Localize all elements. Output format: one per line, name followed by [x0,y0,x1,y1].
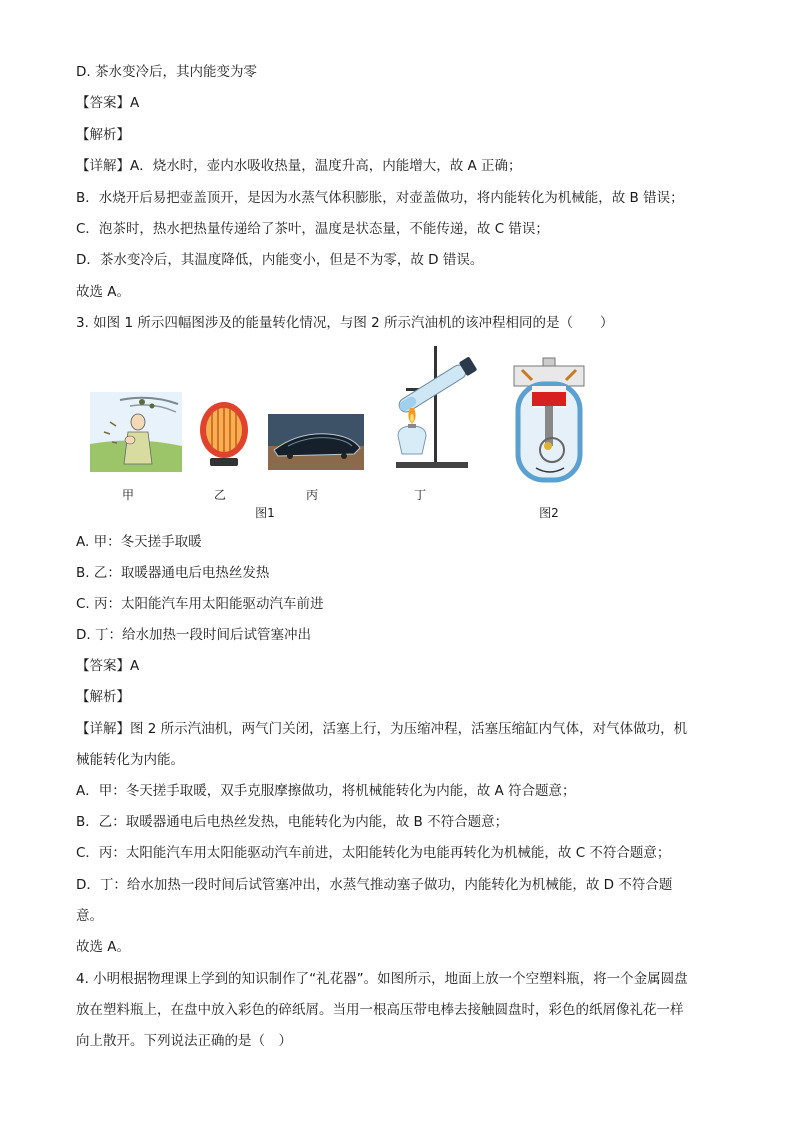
q3-conclusion: 故选 A。 [76,939,131,955]
q3-detail-d1: D．丁：给水加热一段时间后试管塞冲出，水蒸气推动塞子做功，内能转化为机械能，故 D 不符合题 [76,877,673,893]
figure-label-yi: 乙 [213,488,226,502]
figure-2-engine-compression [506,356,592,488]
q3-option-d: D. 丁：给水加热一段时间后试管塞冲出 [76,627,311,643]
q2-answer: 【答案】A [76,95,140,111]
q2-analysis-label: 【解析】 [76,127,130,143]
q2-option-d: D. 茶水变冷后，其内能变为零 [76,64,257,80]
q3-detail-b: B．乙：取暖器通电后电热丝发热，电能转化为内能，故 B 不符合题意； [76,814,509,830]
q3-option-b: B. 乙：取暖器通电后电热丝发热 [76,565,270,581]
q2-detail-a: 【详解】A．烧水时，壶内水吸收热量，温度升高，内能增大，故 A 正确； [76,158,522,174]
q3-analysis-label: 【解析】 [76,689,130,705]
q3-option-c: C. 丙：太阳能汽车用太阳能驱动汽车前进 [76,596,324,612]
figure-1-caption: 图1 [255,506,275,520]
figure-label-ding: 丁 [413,488,426,502]
figure-ding-test-tube [376,344,496,472]
q2-detail-c: C．泡茶时，热水把热量传递给了茶叶，温度是状态量，不能传递，故 C 错误； [76,221,549,237]
q4-stem-2: 放在塑料瓶上，在盘中放入彩色的碎纸屑。当用一根高压带电棒去接触圆盘时，彩色的纸屑像礼花一样 [76,1002,684,1018]
q3-answer: 【答案】A [76,658,140,674]
q3-figures [80,344,720,524]
q4-stem-1: 4. 小明根据物理课上学到的知识制作了“礼花器”。如图所示，地面上放一个空塑料瓶，将一个金属圆盘 [76,971,688,987]
q3-detail-d2: 意。 [76,908,103,924]
q2-detail-d: D．茶水变冷后，其温度降低，内能变小，但是不为零，故 D 错误。 [76,252,484,268]
figure-bing-solar-car [268,414,364,470]
q4-stem-3: 向上散开。下列说法正确的是（ ） [76,1033,292,1049]
figure-label-bing: 丙 [305,488,318,502]
q3-detail-2: 械能转化为内能。 [76,752,184,768]
figure-yi-heater [198,400,250,468]
q3-option-a: A. 甲：冬天搓手取暖 [76,534,202,550]
figure-jia-rubbing-hands [90,392,182,472]
q3-detail-c: C．丙：太阳能汽车用太阳能驱动汽车前进，太阳能转化为电能再转化为机械能，故 C 不符合题意； [76,845,671,861]
q3-detail-a: A．甲：冬天搓手取暖，双手克服摩擦做功，将机械能转化为内能，故 A 符合题意； [76,783,576,799]
q3-detail-1: 【详解】图 2 所示汽油机，两气门关闭，活塞上行，为压缩冲程，活塞压缩缸内气体，对气体做功，机 [76,721,688,737]
q2-conclusion: 故选 A。 [76,284,131,300]
figure-2-caption: 图2 [539,506,559,520]
q3-stem: 3. 如图 1 所示四幅图涉及的能量转化情况，与图 2 所示汽油机的该冲程相同的是（ ） [76,315,614,331]
q2-detail-b: B．水烧开后易把壶盖顶开，是因为水蒸气体积膨胀，对壶盖做功，将内能转化为机械能，故 B 错误； [76,190,684,206]
figure-label-jia: 甲 [121,488,134,502]
